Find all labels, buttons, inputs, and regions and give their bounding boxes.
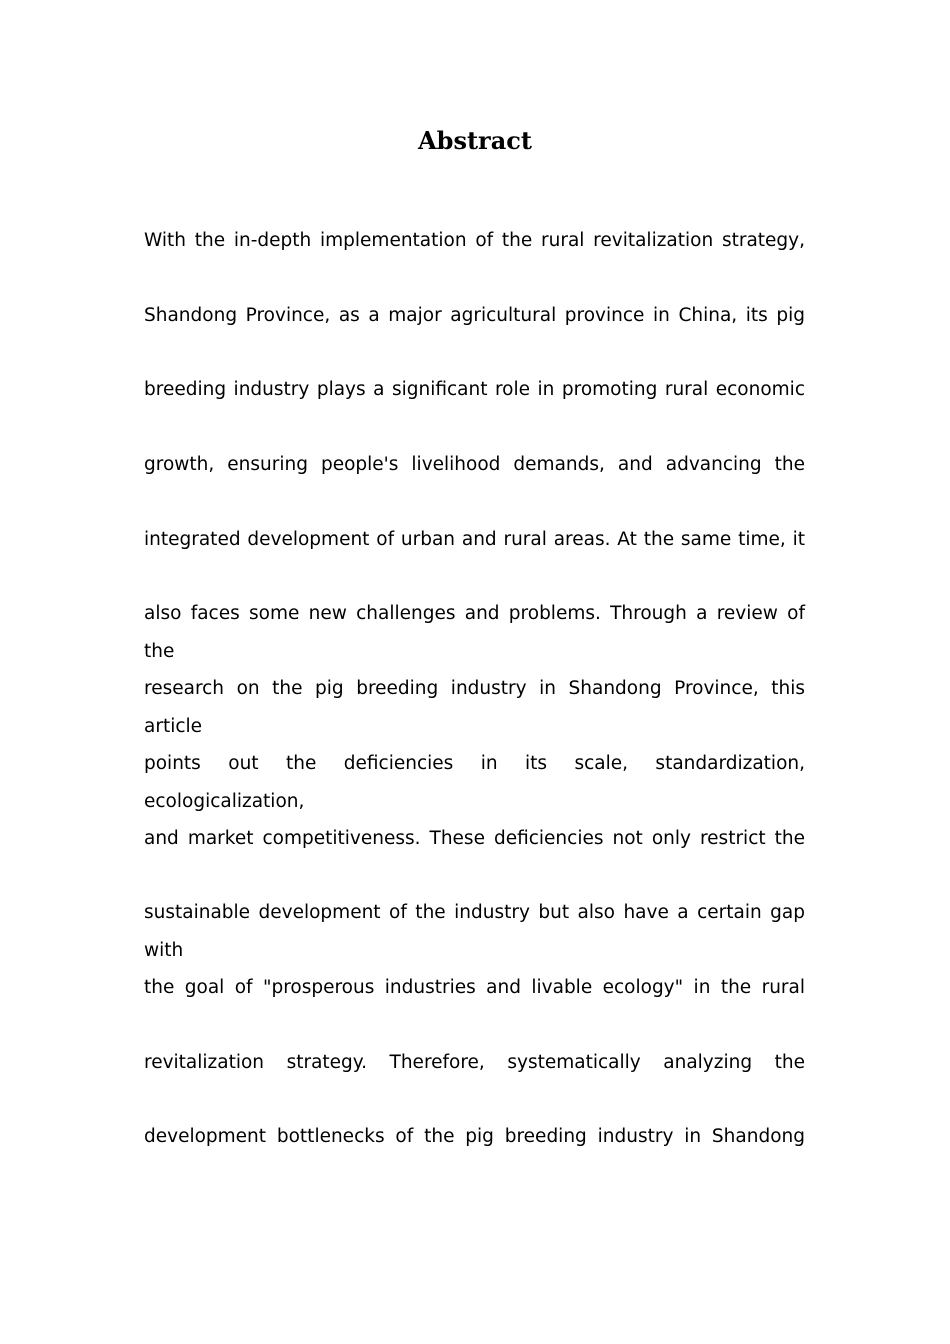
abstract-line: sustainable development of the industry but also have a certain gap with	[144, 902, 805, 962]
abstract-line: also faces some new challenges and problems. Through a review of the	[144, 603, 805, 663]
abstract-line: research on the pig breeding industry in Shandong Province, this article	[144, 678, 805, 738]
abstract-line: and market competitiveness. These deficiencies not only restrict the	[144, 827, 805, 849]
abstract-line: the goal of "prosperous industries and livable ecology" in the rural	[144, 976, 805, 998]
abstract-title: Abstract	[418, 126, 532, 155]
abstract-line: revitalization strategy. Therefore, systematically analyzing the	[144, 1051, 805, 1073]
abstract-line: development bottlenecks of the pig breeding industry in Shandong	[144, 1126, 805, 1148]
abstract-line: breeding industry plays a significant role in promoting rural economic	[144, 379, 805, 401]
abstract-line: Shandong Province, as a major agricultural province in China, its pig	[144, 304, 805, 326]
abstract-line: growth, ensuring people's livelihood demands, and advancing the	[144, 454, 805, 476]
abstract-line: integrated development of urban and rural areas. At the same time, it	[144, 528, 805, 550]
abstract-line: points out the deficiencies in its scale, standardization, ecologicalization,	[144, 752, 805, 812]
abstract-body	[144, 222, 805, 1193]
abstract-line: With the in-depth implementation of the rural revitalization strategy,	[144, 230, 805, 251]
